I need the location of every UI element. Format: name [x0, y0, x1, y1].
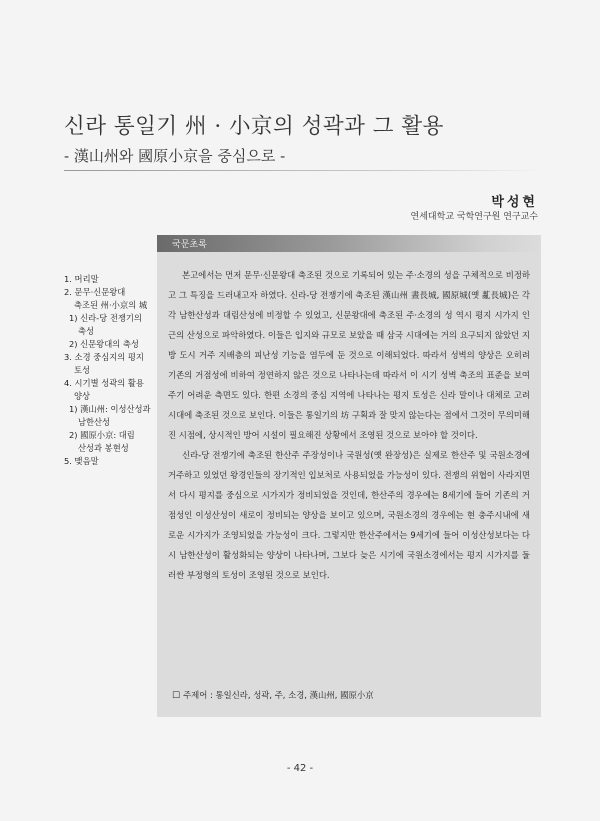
toc-item: 5. 맺음말	[64, 456, 99, 466]
abstract-header	[157, 235, 541, 252]
author-affiliation: 연세대학교 국학연구원 연구교수	[410, 212, 538, 222]
checkbox-icon: ☐	[172, 691, 181, 701]
article-subtitle: - 漢山州와 國原小京을 중심으로 -	[64, 147, 286, 165]
toc-item: 산성과 봉현성	[78, 443, 129, 453]
author-name: 박성현	[491, 195, 538, 210]
page-number: - 42 -	[286, 763, 314, 774]
keywords-label: 주제어 :	[183, 690, 213, 700]
toc-item: 남한산성	[78, 417, 111, 427]
toc-item: 토성	[74, 365, 91, 375]
toc-item: 3. 소경 중심지의 평지	[64, 352, 144, 362]
toc-item: 1) 漢山州: 이성산성과	[69, 404, 151, 414]
toc-item: 2) 신문왕대의 축성	[69, 339, 139, 349]
table-of-contents	[64, 273, 159, 468]
toc-item: 축성	[78, 326, 95, 336]
abstract-paragraph: 본고에서는 먼저 문무·신문왕대 축조된 것으로 기록되어 있는 주·소경의 성을 구체적으로 비정하고 그 특징을 드러내고자 하였다. 신라-당 전쟁기에 축조된 漢山州 晝長城, 國原城(옛 薍長城)은 각각 남한산성과 대림산성에 비정할 수 있었고, 신문왕대에 축조된 주·소경의 성 역시 평지 시가지 인근의 산성으로 파악하였다. 이들은 입지와 규모로 보았을 때 삼국 시대에는 거의 요구되지 않았던 지방 도시 거주 지배층의 피난성 기능을 염두에 둔 것으로 이해되었다. 따라서 성벽의 양상은 오히려 기존의 거점성에 비하여 정연하지 않은 것으로 나타나는데 따라서 이 시기 성벽 축조의 표준을 보여주기 어려운 측면도 있다. 한편 소경의 중심 지역에 나타나는 평지 토성은 신라 말이나 대체로 고려 시대에 축조된 것으로 보인다. 이들은 통일기의 坊 구획과 잘 맞지 않는다는 점에서 그것이 무의미해진 시점에, 상시적인 방어 시설이 필요해진 상황에서 조영된 것으로 보아야 할 것이다.	[168, 270, 530, 440]
toc-item: 축조된 州·小京의 城	[74, 300, 148, 310]
keywords-line	[172, 689, 374, 701]
abstract-box	[157, 235, 541, 717]
toc-item: 양상	[74, 391, 91, 401]
abstract-header-label: 국문초록	[172, 240, 207, 250]
toc-item: 2. 문무·신문왕대	[64, 287, 126, 297]
title-divider	[64, 170, 544, 171]
abstract-paragraph: 신라-당 전쟁기에 축조된 한산주 주장성이나 국원성(옛 완장성)은 실제로 한산주 및 국원소경에 거주하고 있었던 왕경인들의 장기적인 입보처로 사용되었을 가능성이 있다. 전쟁의 위협이 사라지면서 다시 평지를 중심으로 시가지가 정비되었을 것인데, 한산주의 경우에는 8세기에 들어 기존의 거점성인 이성산성이 새로이 정비되는 양상을 보이고 있으며, 국원소경의 경우에는 현 충주시내에 새로운 시가지가 조영되었을 가능성이 크다. 그렇지만 한산주에서는 9세기에 들어 이성산성보다는 다시 남한산성이 활성화되는 양상이 나타나며, 그보다 늦은 시기에 국원소경에서는 평지 시가지를 둘러싼 부정형의 토성이 조영된 것으로 보인다.	[168, 450, 530, 580]
keywords-value: 통일신라, 성곽, 주, 소경, 漢山州, 國原小京	[215, 690, 374, 700]
toc-item: 4. 시기별 성곽의 활용	[64, 378, 144, 388]
toc-item: 1) 신라-당 전쟁기의	[69, 313, 142, 323]
toc-item: 1. 머리말	[64, 274, 99, 284]
abstract-body	[168, 265, 530, 585]
article-title: 신라 통일기 州 · 小京의 성곽과 그 활용	[64, 114, 444, 139]
toc-item: 2) 國原小京: 대림	[69, 430, 135, 440]
